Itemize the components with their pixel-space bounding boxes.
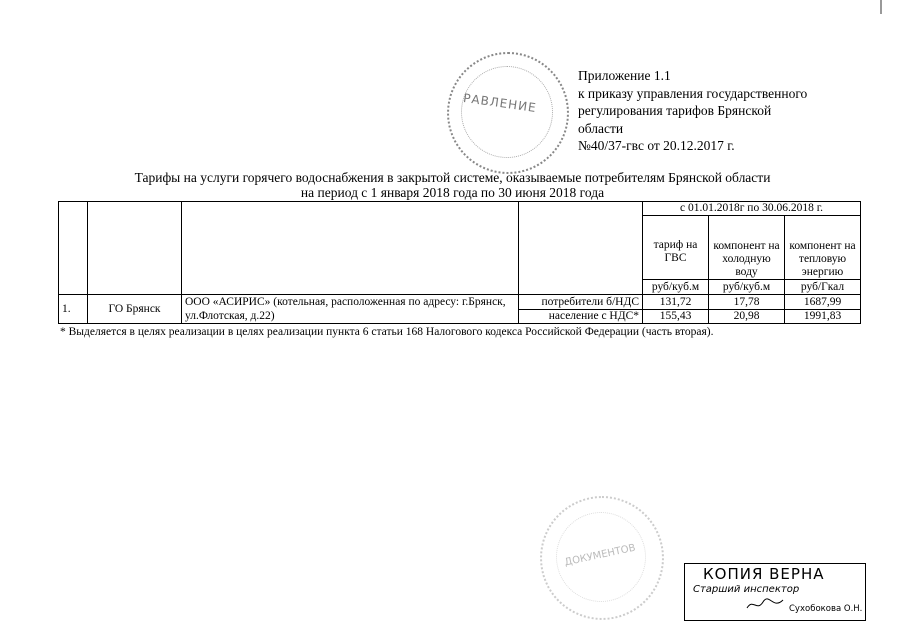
col-header-cold-water: компонент на холодную воду [709, 216, 785, 280]
header-cell-number [59, 202, 88, 295]
annex-line: к приказу управления государственного [578, 85, 808, 101]
heat-energy-value: 1687,99 [785, 295, 861, 310]
edge-mark [880, 0, 882, 14]
tariff-table [58, 201, 861, 324]
annex-line: №40/37-гвс от 20.12.2017 г. [578, 138, 735, 153]
consumer-type: потребители б/НДС [519, 295, 643, 310]
unit-cold-water: руб/куб.м [709, 280, 785, 295]
header-cell-organization [182, 202, 519, 295]
unit-tariff: руб/куб.м [643, 280, 709, 295]
row-organization: ООО «АСИРИС» (котельная, расположенная по адресу: г.Брянск, ул.Флотская, д.22) [182, 295, 519, 324]
footnote: * Выделяется в целях реализации в целях реализации пункта 6 статьи 168 Налогового кодекса Российской Федерации (часть вторая). [60, 326, 714, 338]
col-header-tariff: тариф на ГВС [643, 216, 709, 280]
unit-heat-energy: руб/Гкал [785, 280, 861, 295]
title-line-2: на период с 1 января 2018 года по 30 июня 2018 года [300, 185, 605, 200]
period-header: с 01.01.2018г по 30.06.2018 г. [643, 202, 861, 216]
copy-stamp-title: КОПИЯ ВЕРНА [703, 565, 825, 583]
table-row [59, 295, 861, 310]
copy-stamp-role: Старший инспектор [693, 584, 800, 595]
signature [745, 594, 785, 614]
cold-water-value: 20,98 [709, 309, 785, 324]
col-header-heat-energy: компонент на тепловую энергию [785, 216, 861, 280]
header-cell-consumer [519, 202, 643, 295]
document-title [0, 170, 905, 200]
annex-line: области [578, 120, 624, 136]
annex-reference [578, 67, 858, 155]
copy-stamp-name: Сухобокова О.Н. [789, 604, 863, 614]
consumer-type: население с НДС* [519, 309, 643, 324]
table-header-row [59, 202, 861, 216]
seal-inner-ring [461, 66, 553, 158]
seal-bottom-text: ДОКУМЕНТОВ [563, 542, 637, 569]
tariff-value: 131,72 [643, 295, 709, 310]
seal-top-text: РАВЛЕНИЕ [462, 90, 538, 116]
tariff-value: 155,43 [643, 309, 709, 324]
heat-energy-value: 1991,83 [785, 309, 861, 324]
title-line-1: Тарифы на услуги горячего водоснабжения в закрытой системе, оказываемые потребителям Брянской области [134, 170, 771, 185]
official-seal-bottom [540, 496, 664, 620]
row-district: ГО Брянск [88, 295, 182, 324]
header-cell-district [88, 202, 182, 295]
annex-line: регулирования тарифов Брянской [578, 103, 772, 118]
annex-line: Приложение 1.1 [578, 68, 671, 83]
copy-certified-stamp [684, 563, 866, 621]
official-seal-top [447, 52, 569, 174]
cold-water-value: 17,78 [709, 295, 785, 310]
row-number: 1. [59, 295, 88, 324]
